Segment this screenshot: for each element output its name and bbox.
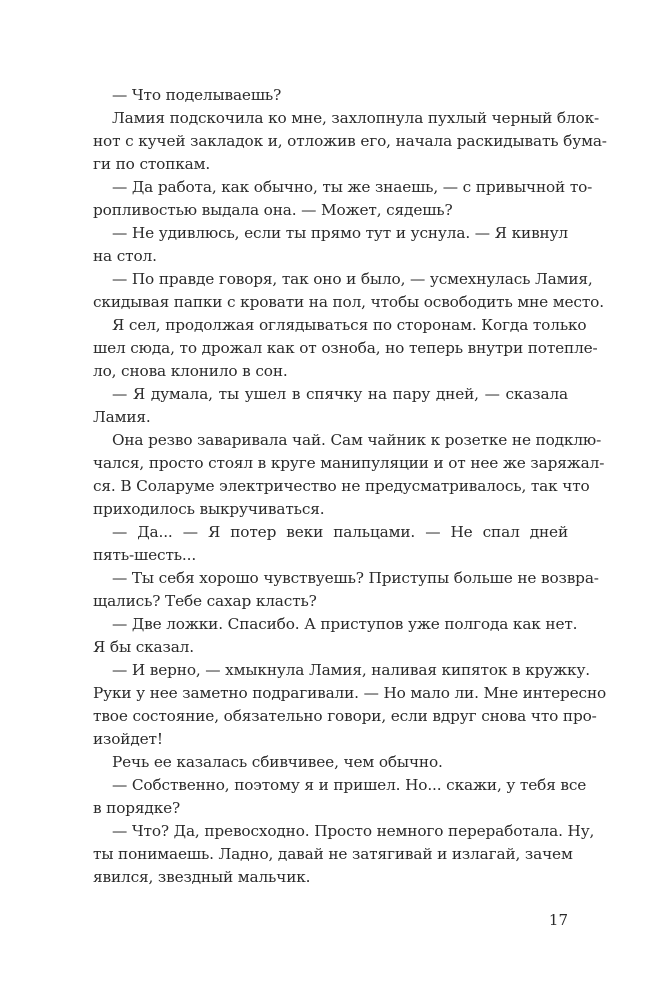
text-line: — Ты себя хорошо чувствуешь? Приступы больше не возвра-: [112, 569, 599, 587]
text-line: ты понимаешь. Ладно, давай не затягивай и излагай, зачем: [93, 845, 573, 863]
text-line: Я сел, продолжая оглядываться по сторонам. Когда только: [112, 316, 587, 334]
text-line: пять-шесть...: [93, 546, 197, 564]
text-line: ся. В Соларуме электричество не предусматривалось, так что: [93, 477, 590, 495]
text-line: — Да работа, как обычно, ты же знаешь, — с привычной то-: [112, 178, 593, 196]
text-line: скидывая папки с кровати на пол, чтобы освободить мне место.: [93, 293, 604, 311]
text-line: ропливостью выдала она. — Может, сядешь?: [93, 201, 453, 219]
text-line: ло, снова клонило в сон.: [93, 362, 288, 380]
text-line: — Что? Да, превосходно. Просто немного переработала. Ну,: [112, 822, 595, 840]
text-line: — И верно, — хмыкнула Ламия, наливая кипяток в кружку.: [112, 661, 591, 679]
text-line: — Собственно, поэтому я и пришел. Но... скажи, у тебя все: [112, 776, 587, 794]
page-number: 17: [548, 911, 568, 929]
text-line: явился, звездный мальчик.: [93, 868, 311, 886]
text-line: — По правде говоря, так оно и было, — усмехнулась Ламия,: [112, 270, 593, 288]
text-line: нот с кучей закладок и, отложив его, начала раскидывать бума-: [93, 132, 607, 150]
text-line: твое состояние, обязательно говори, если вдруг снова что про-: [93, 707, 597, 725]
text-line: Руки у нее заметно подрагивали. — Но мало ли. Мне интересно: [93, 684, 607, 702]
text-line: Она резво заваривала чай. Сам чайник к розетке не подклю-: [112, 431, 602, 449]
text-line: Ламия.: [93, 408, 151, 426]
text-line: на стол.: [93, 247, 157, 265]
text-line: Я бы сказал.: [93, 638, 194, 656]
text-line: — Я думала, ты ушел в спячку на пару дней, — сказала: [112, 385, 568, 403]
text-line: — Что поделываешь?: [112, 86, 282, 104]
text-line: Ламия подскочила ко мне, захлопнула пухлый черный блок-: [112, 109, 600, 127]
text-line: чался, просто стоял в круге манипуляции и от нее же заряжал-: [93, 454, 605, 472]
text-line: щались? Тебе сахар класть?: [93, 592, 317, 610]
text-line: — Две ложки. Спасибо. А приступов уже полгода как нет.: [112, 615, 578, 633]
text-line: приходилось выкручиваться.: [93, 500, 325, 518]
text-line: в порядке?: [93, 799, 181, 817]
text-line: шел сюда, то дрожал как от озноба, но теперь внутри потепле-: [93, 339, 598, 357]
text-line: — Не удивлюсь, если ты прямо тут и уснула. — Я кивнул: [112, 224, 568, 242]
text-line: изойдет!: [93, 730, 163, 748]
page-body-text: [93, 84, 607, 889]
text-line: ги по стопкам.: [93, 155, 211, 173]
text-line: Речь ее казалась сбивчивее, чем обычно.: [112, 753, 443, 771]
text-line: — Да... — Я потер веки пальцами. — Не спал дней: [112, 523, 568, 541]
